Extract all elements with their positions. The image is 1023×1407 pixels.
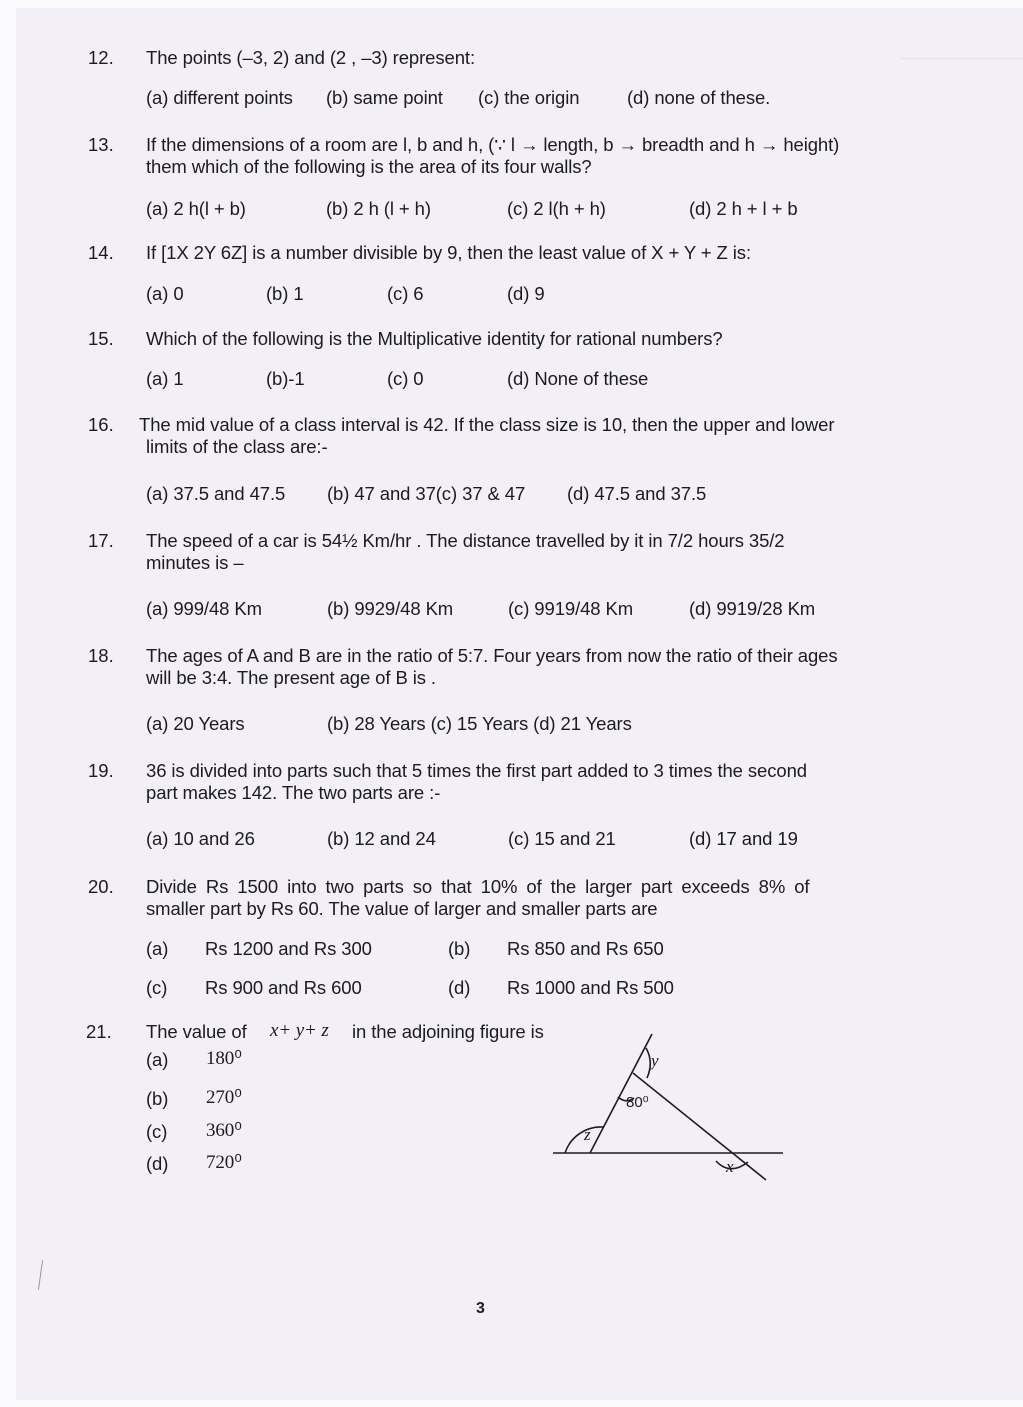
question-number: 16. xyxy=(88,414,114,435)
option-b-label: (b) xyxy=(146,1088,169,1109)
option-c: (c) the origin xyxy=(478,87,580,108)
option-c: (c) 0 xyxy=(387,368,424,389)
option-a: (a) 37.5 and 47.5 xyxy=(146,483,286,504)
question-number: 18. xyxy=(88,645,114,666)
option-c: (c) 6 xyxy=(387,283,424,304)
question-text-line-1: Divide Rs 1500 into two parts so that 10% of the larger part exceeds 8% of xyxy=(146,876,810,897)
option-b: (b) same point xyxy=(326,87,443,108)
option-a: (a) 20 Years xyxy=(146,713,245,734)
question-text-line-1: The speed of a car is 54½ Km/hr . The distance travelled by it in 7/2 hours 35/2 xyxy=(146,530,785,551)
option-d-label: (d) xyxy=(146,1153,169,1174)
option-a-value: Rs 1200 and Rs 300 xyxy=(205,938,372,959)
option-b-label: (b) xyxy=(448,938,471,959)
option-c-value: 360⁰ xyxy=(206,1120,242,1141)
option-b-c: (b) 47 and 37(c) 37 & 47 xyxy=(327,483,526,504)
question-text-after: in the adjoining figure is xyxy=(352,1021,544,1042)
question-text-before: The value of xyxy=(146,1021,247,1042)
question-number: 17. xyxy=(88,530,114,551)
option-b: (b) 9929/48 Km xyxy=(327,598,454,619)
question-text-line-2: will be 3:4. The present age of B is . xyxy=(146,667,436,688)
scan-bottom-margin xyxy=(0,1400,1023,1407)
option-a: (a) 2 h(l + b) xyxy=(146,198,246,219)
pen-mark xyxy=(38,1260,43,1290)
option-d: (d) 2 h + l + b xyxy=(689,198,798,219)
option-c: (c) 2 l(h + h) xyxy=(507,198,606,219)
question-number: 19. xyxy=(88,760,114,781)
option-c-value: Rs 900 and Rs 600 xyxy=(205,977,362,998)
option-d: (d) 47.5 and 37.5 xyxy=(567,483,707,504)
option-a-label: (a) xyxy=(146,938,169,959)
angle-z-label: z xyxy=(584,1125,591,1144)
question-text: Which of the following is the Multiplicative identity for rational numbers? xyxy=(146,328,723,349)
option-d: (d) 9 xyxy=(507,283,545,304)
question-text: The points (–3, 2) and (2 , –3) represent: xyxy=(146,47,475,68)
option-b-value: 270⁰ xyxy=(206,1087,242,1108)
question-text-line-2: part makes 142. The two parts are :- xyxy=(146,782,441,803)
option-a: (a) 999/48 Km xyxy=(146,598,262,619)
scan-top-margin xyxy=(0,0,1023,8)
option-d: (d) 17 and 19 xyxy=(689,828,798,849)
option-b-value: Rs 850 and Rs 650 xyxy=(507,938,664,959)
option-d-value: 720⁰ xyxy=(206,1152,242,1173)
question-math: x+ y+ z xyxy=(270,1020,329,1041)
angle-x-label: x xyxy=(726,1157,734,1176)
question-text: If [1X 2Y 6Z] is a number divisible by 9, then the least value of X + Y + Z is: xyxy=(146,242,751,263)
triangle-angle-figure xyxy=(550,1020,800,1190)
question-number: 20. xyxy=(88,876,114,897)
question-number: 21. xyxy=(86,1021,112,1042)
option-d: (d) 9919/28 Km xyxy=(689,598,816,619)
question-text-line-1: The mid value of a class interval is 42. If the class size is 10, then the upper and lower xyxy=(139,414,835,435)
question-number: 13. xyxy=(88,134,114,155)
option-c: (c) 9919/48 Km xyxy=(508,598,634,619)
option-c: (c) 15 and 21 xyxy=(508,828,616,849)
question-text-line-2: smaller part by Rs 60. The value of larger and smaller parts are xyxy=(146,898,658,919)
option-a: (a) 1 xyxy=(146,368,184,389)
option-d: (d) none of these. xyxy=(627,87,771,108)
option-d-value: Rs 1000 and Rs 500 xyxy=(507,977,674,998)
option-d: (d) None of these xyxy=(507,368,649,389)
question-text-line-1: If the dimensions of a room are l, b and h, (∵ l → length, b → breadth and h → height) xyxy=(146,134,840,155)
option-a: (a) 10 and 26 xyxy=(146,828,255,849)
question-text-line-2: them which of the following is the area of its four walls? xyxy=(146,156,592,177)
question-text-line-2: limits of the class are:- xyxy=(146,436,328,457)
option-d-label: (d) xyxy=(448,977,471,998)
angle-y-arc xyxy=(646,1048,650,1078)
question-text-line-1: 36 is divided into parts such that 5 times the first part added to 3 times the second xyxy=(146,760,807,781)
question-number: 15. xyxy=(88,328,114,349)
option-a-value: 180⁰ xyxy=(206,1048,242,1069)
angle-80-label: 80⁰ xyxy=(626,1094,649,1111)
page-number: 3 xyxy=(476,1300,485,1317)
scan-artifact-line xyxy=(900,58,1023,59)
option-c-label: (c) xyxy=(146,1121,168,1142)
option-b: (b) 12 and 24 xyxy=(327,828,436,849)
option-a: (a) different points xyxy=(146,87,293,108)
option-b: (b) 1 xyxy=(266,283,304,304)
question-number: 12. xyxy=(88,47,114,68)
option-b: (b) 2 h (l + h) xyxy=(326,198,431,219)
question-number: 14. xyxy=(88,242,114,263)
option-b-c-d: (b) 28 Years (c) 15 Years (d) 21 Years xyxy=(327,713,632,734)
question-text-line-1: The ages of A and B are in the ratio of 5:7. Four years from now the ratio of their ages xyxy=(146,645,838,666)
option-a-label: (a) xyxy=(146,1049,169,1070)
option-a: (a) 0 xyxy=(146,283,184,304)
scan-left-margin xyxy=(0,0,16,1407)
option-b: (b)-1 xyxy=(266,368,305,389)
question-text-line-2: minutes is – xyxy=(146,552,244,573)
angle-y-label: y xyxy=(651,1051,659,1070)
option-c-label: (c) xyxy=(146,977,168,998)
